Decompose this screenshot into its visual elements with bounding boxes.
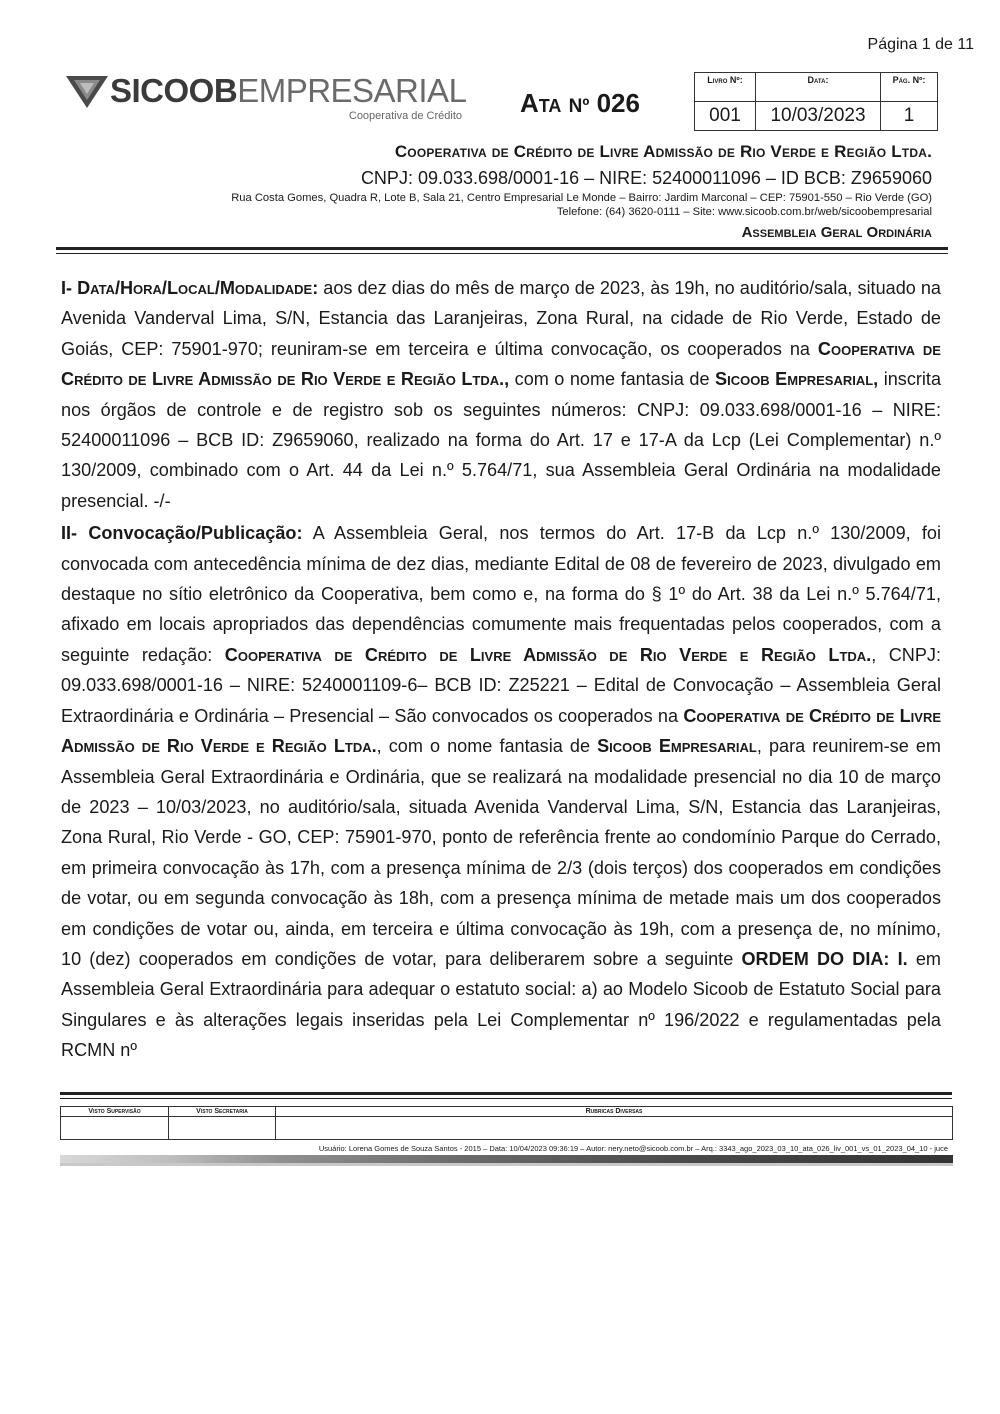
pag-value: 1 <box>881 102 938 131</box>
logo-brand-sicoob: SICOOB <box>110 72 238 109</box>
section-2-coop-name-1: Cooperativa de Crédito de Livre Admissão de Rio Verde e Região Ltda. <box>224 644 872 665</box>
sicoob-logo-icon <box>66 74 108 110</box>
footer-divider-thick <box>60 1092 952 1095</box>
section-1-text-a: aos dez dias do mês de março de 2023, às 19h, no auditório/sala, situado na Avenida Vanderval Lima, S/N, Estancia das Laranjeiras, Zona Rural, na cidade de Rio Verde, Estado de Goiás, CEP: 75901-970; reuniram-se em terceira e última convocação, os cooperados na <box>61 278 941 359</box>
section-1-coop-name: Cooperativa de Crédito de Livre Admissão de Rio Verde e Região Ltda., <box>61 338 941 390</box>
logo-wordmark <box>110 72 466 110</box>
livro-header: Livro Nº: <box>695 73 756 102</box>
logo-brand-empresarial: EMPRESARIAL <box>237 72 467 109</box>
visto-supervisao-box <box>61 1117 169 1140</box>
section-1-label: I- Data/Hora/Local/Modalidade: <box>61 278 319 298</box>
section-2-text-d: , para reunirem-se em Assembleia Geral Extraordinária e Ordinária, que se realizará na modalidade presencial no dia 10 de março de 2023 – 10/03/2023, no auditório/sala, situada Avenida Vanderval Lima, S/N, Estancia das Laranjeiras, Zona Rural, Rio Verde - GO, CEP: 75901-970, ponto de referência frente ao condomínio Parque do Cerrado, em primeira convocação às 17h, com a presença mínima de 2/3 (dois terços) dos cooperados em condições de votar, ou em segunda convocação às 18h, com a presença mínima de metade mais um dos cooperados em condições de votar ou, ainda, em terceira e última convocação às 19h, com a presença de, no mínimo, 10 (dez) cooperados em condições de votar, para deliberarem sobre a seguinte <box>61 736 941 969</box>
livro-value: 001 <box>695 102 756 131</box>
data-header: Data: <box>756 73 881 102</box>
section-2-label: II- Convocação/Publicação: <box>61 523 303 544</box>
ata-label: Ata <box>520 88 562 118</box>
section-2-text-e: em Assembleia Geral Extraordinária para adequar o estatuto social: a) ao Modelo Sicoob de Estatuto Social para Singulares e às alterações legais inseridas pela Lei Complementar nº 196/2022 e regulamentadas pela RCMN nº <box>61 948 941 1061</box>
cnpj-line: CNPJ: 09.033.698/0001-16 – NIRE: 52400011096 – ID BCB: Z9659060 <box>360 168 932 188</box>
section-1-text-c: inscrita nos órgãos de controle e de registro sob os seguintes números: CNPJ: 09.033.698/0001-16 – NIRE: 52400011096 – BCB ID: Z9659060, realizado na forma do Art. 17 e 17-A da Lcp (Lei Complementar) n.º 130/2009, combinado com o Art. 44 da Lei n.º 5.764/71, sua Assembleia Geral Ordinária na modalidade presencial. -/- <box>61 369 942 511</box>
header-divider-thin <box>56 253 948 254</box>
page-number: Página 1 de 11 <box>867 36 974 53</box>
document-meta-table <box>694 72 938 131</box>
section-2-text-c: , com o nome fantasia de <box>376 736 598 757</box>
section-1-text-b: com o nome fantasia de <box>509 369 716 390</box>
section-2-text-a: A Assembleia Geral, nos termos do Art. 17-B da Lcp n.º 130/2009, foi convocada com antecedência mínima de dez dias, mediante Edital de 08 de fevereiro de 2023, divulgado em destaque no sítio eletrônico da Cooperativa, bem como e, na forma do § 1º do Art. 38 da Lei n.º 5.764/71, afixado em locais apropriados das dependências comumente mais frequentadas pelos cooperados, com a seguinte redação: <box>61 523 941 665</box>
ata-title <box>520 88 640 119</box>
ata-symbol: Nº <box>568 96 590 117</box>
contact-line: Telefone: (64) 3620-0111 – Site: www.sicoob.com.br/web/sicoobempresarial <box>556 206 932 218</box>
footer-gradient-bar-light <box>60 1163 953 1166</box>
section-2-coop-name-2: Cooperativa de Crédito de Livre Admissão de Rio Verde e Região Ltda. <box>61 705 942 757</box>
rubricas-header: Rubricas Diversas <box>276 1107 953 1117</box>
cooperative-name: Cooperativa de Crédito de Livre Admissão de Rio Verde e Região Ltda. <box>394 142 932 161</box>
visto-secretaria-header: Visto Secretaria <box>169 1107 276 1117</box>
pag-header: Pág. Nº: <box>881 73 938 102</box>
signature-table <box>60 1106 953 1140</box>
sicoob-logo <box>66 70 466 126</box>
address-line: Rua Costa Gomes, Quadra R, Lote B, Sala 21, Centro Empresarial Le Monde – Bairro: Jardim Marconal – CEP: 75901-550 – Rio Verde (GO) <box>231 192 932 204</box>
footer-gradient-bar <box>60 1155 953 1163</box>
document-body <box>61 273 941 1068</box>
section-1-paragraph <box>61 273 941 516</box>
ata-number: 026 <box>596 88 640 118</box>
usuario-footer-line: Usuário: Lorena Gomes de Souza Santos - 2015 – Data: 10/04/2023 09:36:19 – Autor: nery.neto@sicoob.com.br – Arq.: 3343_ago_2023_03_10_ata_026_liv_001_vs_01_2023_04_10 - juce <box>318 1144 948 1153</box>
section-2-text-b: , CNPJ: 09.033.698/0001-16 – NIRE: 5240001109-6– BCB ID: Z25221 – Edital de Convocação – Assembleia Geral Extraordinária e Ordinária – Presencial – São convocados os cooperados na <box>61 644 941 726</box>
data-value: 10/03/2023 <box>756 102 881 131</box>
footer-divider-thin <box>60 1098 952 1099</box>
section-2-paragraph <box>61 518 941 1065</box>
document-type: Assembleia Geral Ordinária <box>741 224 932 241</box>
rubricas-box <box>276 1117 953 1140</box>
section-1-fantasy-name: Sicoob Empresarial, <box>715 369 879 390</box>
section-2-fantasy-name: Sicoob Empresarial <box>597 736 757 757</box>
header-divider-thick <box>56 247 948 250</box>
logo-subtitle: Cooperativa de Crédito <box>348 110 462 122</box>
visto-secretaria-box <box>169 1117 276 1140</box>
visto-supervisao-header: Visto Supervisão <box>61 1107 169 1117</box>
ordem-do-dia: ORDEM DO DIA: I. <box>741 948 908 969</box>
